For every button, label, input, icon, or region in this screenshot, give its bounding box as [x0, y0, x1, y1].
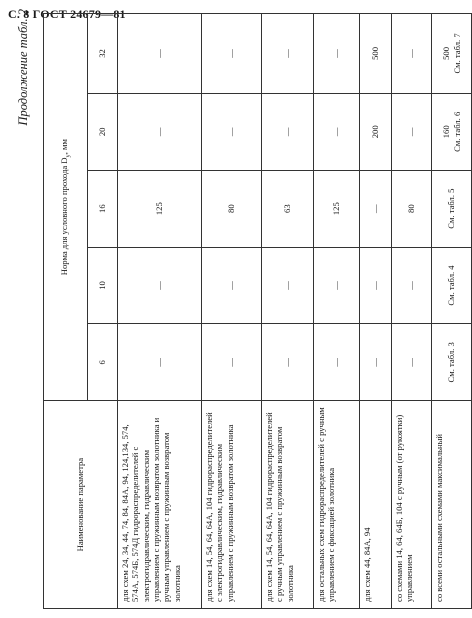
param-column-header: Наименование параметра: [44, 401, 118, 609]
value-cell: —: [262, 93, 314, 170]
value-cell: —: [202, 324, 262, 401]
param-cell: со всеми остальными схемами максимальный: [432, 401, 472, 609]
norm-column-header: Норма для условного прохода $D_у$, мм: [44, 14, 88, 401]
table-row: [314, 14, 360, 609]
value-cell: 500 См. табл. 7: [432, 14, 472, 94]
table-body: [118, 14, 472, 609]
value-cell: —: [314, 93, 360, 170]
param-cell: со схемами 14, 64, 64Б, 104 с ручным (от рукоятки) управлением: [392, 401, 432, 609]
value-cell: —: [314, 14, 360, 94]
param-cell: для схем 14, 54, 64, 64А, 104 гидрораспределителей с электрогидравлическим, гидравлическим управлением с пружинным возвратом золотника: [202, 401, 262, 609]
value-cell: —: [202, 14, 262, 94]
value-cell: 80: [392, 170, 432, 247]
param-cell: для схем 24, 34, 44, 74, 84, 84А, 94, 124,134, 574, 574А, 574Б, 574Д гидрораспределителей с электрогидравлическим, гидравлическим управлением с пружинным возвратом золотника и ручным управлением с пружинным возвратом золотника: [118, 401, 202, 609]
value-cell: 160 См. табл. 6: [432, 93, 472, 170]
value-cell: —: [202, 93, 262, 170]
table-row: [202, 14, 262, 609]
value-cell: См. табл. 5: [432, 170, 472, 247]
value-cell: —: [392, 247, 432, 324]
value-cell: —: [262, 14, 314, 94]
table-row: [262, 14, 314, 609]
table-row: [392, 14, 432, 609]
table-continuation-label: Продолжение табл. 2: [16, 9, 30, 126]
param-cell: для остальных схем гидрораспределителей с ручным управлением с фиксацией золотника: [314, 401, 360, 609]
table-row: [118, 14, 202, 609]
rotated-table-area: [13, 5, 462, 609]
parameters-table: [43, 13, 472, 609]
value-cell: —: [360, 324, 392, 401]
value-cell: —: [360, 170, 392, 247]
col-header-6: 6: [88, 324, 118, 401]
value-cell: 80: [202, 170, 262, 247]
col-header-10: 10: [88, 247, 118, 324]
value-cell: 63: [262, 170, 314, 247]
value-cell: —: [392, 324, 432, 401]
value-cell: —: [202, 247, 262, 324]
value-cell: См. табл. 3: [432, 324, 472, 401]
table-row: [360, 14, 392, 609]
value-cell: —: [118, 14, 202, 94]
value-cell: —: [360, 247, 392, 324]
col-header-20: 20: [88, 93, 118, 170]
col-header-32: 32: [88, 14, 118, 94]
value-cell: —: [392, 93, 432, 170]
value-cell: 125: [314, 170, 360, 247]
value-cell: —: [262, 247, 314, 324]
value-cell: —: [392, 14, 432, 94]
page-title: С. 8 ГОСТ 24679—81: [8, 7, 126, 21]
param-cell: для схем 44, 84А, 94: [360, 401, 392, 609]
table-row: [432, 14, 472, 609]
value-cell: —: [314, 247, 360, 324]
value-cell: 125: [118, 170, 202, 247]
value-cell: —: [118, 324, 202, 401]
value-cell: 200: [360, 93, 392, 170]
value-cell: —: [262, 324, 314, 401]
param-cell: для схем 14, 54, 64, 64А, 104 гидрораспределителей с ручным управлением с пружинным возвратом золотника: [262, 401, 314, 609]
value-cell: —: [118, 93, 202, 170]
value-cell: —: [118, 247, 202, 324]
col-header-16: 16: [88, 170, 118, 247]
value-cell: —: [314, 324, 360, 401]
value-cell: 500: [360, 14, 392, 94]
value-cell: См. табл. 4: [432, 247, 472, 324]
